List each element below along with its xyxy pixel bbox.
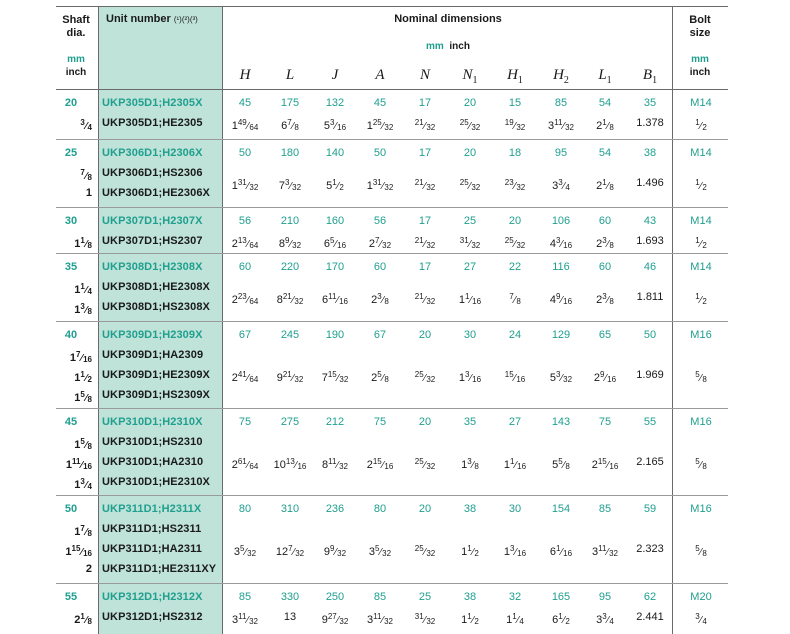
bolt-size-inch: $^5$⁄8 (695, 457, 707, 471)
dim-inch-a: $3^{11}⁄32$ (366, 612, 393, 626)
row-rule (56, 583, 728, 584)
dim-inch-n: $^{25}$⁄32 (414, 457, 436, 471)
dim-inch-b1: 1.693 (636, 235, 664, 247)
dim-inch-b1: 2.323 (636, 543, 664, 555)
unit-number-inch: UKP310D1;HA2310 (102, 456, 204, 468)
dim-inch-h1: $^{25}$⁄32 (504, 236, 526, 250)
dim-inch-h2: $3^3⁄4$ (552, 178, 570, 192)
row-rule (56, 207, 728, 208)
shaft-dia-inch: $1^5⁄8$ (74, 437, 92, 451)
dim-inch-n: $^{21}$⁄32 (414, 236, 436, 250)
dim-mm-j: 140 (325, 147, 345, 159)
dim-mm-b1: 46 (643, 261, 657, 273)
dim-mm-h: 56 (238, 215, 252, 227)
shaft-dia-mm: 50 (64, 503, 78, 515)
dim-mm-h2: 85 (554, 97, 568, 109)
dim-mm-n: 17 (418, 147, 432, 159)
dim-mm-l1: 95 (598, 591, 612, 603)
unit-number-inch: UKP309D1;HE2309X (102, 369, 210, 381)
dim-mm-h2: 116 (552, 261, 570, 273)
dim-inch-h2: $6^1⁄2$ (552, 612, 570, 626)
dim-mm-n1: 20 (463, 97, 477, 109)
unit-number-inch: UKP306D1;HS2306 (102, 167, 203, 179)
dim-mm-b1: 59 (643, 503, 657, 515)
dim-mm-j: 250 (325, 591, 345, 603)
dim-mm-h2: 143 (551, 416, 571, 428)
bolt-size-inch: $^5$⁄8 (695, 370, 707, 384)
dim-mm-h1: 30 (508, 503, 522, 515)
unit-number-inch: UKP310D1;HS2310 (102, 436, 203, 448)
dim-mm-l1: 75 (598, 416, 612, 428)
dim-inch-a: $1^{25}⁄32$ (366, 118, 394, 132)
unit-number-inch: UKP309D1;HS2309X (102, 389, 210, 401)
shaft-dia-inch: $^3$⁄4 (80, 118, 92, 132)
shaft-dia-inch: $1^5⁄8$ (74, 390, 92, 404)
dim-mm-h: 85 (238, 591, 252, 603)
row-rule (56, 6, 728, 7)
bolt-size-inch: $^1$⁄2 (695, 178, 707, 192)
dim-inch-h1: $^7$⁄8 (509, 292, 521, 306)
unit-number-notes: (¹)(²)(³) (173, 15, 198, 24)
dim-inch-n1: $^{25}$⁄32 (459, 178, 481, 192)
unit-number-mm: UKP310D1;H2310X (102, 416, 203, 428)
bolt-size-mm: M14 (690, 261, 712, 273)
dim-inch-h2: $4^3⁄16$ (549, 236, 573, 250)
dim-mm-h1: 18 (508, 147, 522, 159)
dim-mm-n: 25 (418, 591, 432, 603)
row-rule (56, 253, 728, 254)
dim-mm-h: 45 (238, 97, 252, 109)
dim-mm-h2: 129 (551, 329, 571, 341)
dim-inch-j: $9^9⁄32$ (323, 544, 347, 558)
dim-mm-l: 175 (280, 97, 300, 109)
unit-number-mm: UKP308D1;H2308X (102, 261, 203, 273)
shaft-dia-inch: $1^{15}⁄16$ (65, 544, 92, 558)
bolt-size-mm: M20 (690, 591, 712, 603)
bolt-units-inch: inch (689, 67, 711, 78)
dim-mm-l: 210 (280, 215, 300, 227)
dim-mm-l1: 85 (598, 503, 612, 515)
column-symbol-9: $B_1$ (642, 67, 658, 86)
dim-inch-l1: $2^3⁄8$ (596, 292, 614, 306)
dim-mm-h: 67 (238, 329, 252, 341)
dim-inch-n1: $1^3⁄16$ (458, 370, 482, 384)
dim-inch-h1: $1^1⁄4$ (506, 612, 524, 626)
column-symbol-5: $N_1$ (462, 67, 478, 86)
column-symbol-7: $H_2$ (553, 67, 569, 86)
dim-mm-j: 170 (325, 261, 345, 273)
dim-mm-l1: 60 (598, 215, 612, 227)
dim-mm-a: 45 (373, 97, 387, 109)
dim-inch-j: $7^{15}⁄32$ (321, 370, 349, 384)
dim-inch-h: $1^{49}⁄64$ (231, 118, 259, 132)
dim-inch-l: $8^9⁄32$ (278, 236, 302, 250)
bolt-size-mm: M14 (690, 147, 712, 159)
dim-inch-h1: $^{19}$⁄32 (504, 118, 526, 132)
dim-mm-l: 330 (280, 591, 300, 603)
dim-mm-j: 212 (325, 416, 345, 428)
column-symbol-6: $H_1$ (507, 67, 523, 86)
dim-inch-h1: $^{23}$⁄32 (504, 178, 526, 192)
dim-inch-j: $8^{11}⁄32$ (321, 457, 348, 471)
unit-number-inch: UKP306D1;HE2306X (102, 187, 210, 199)
dim-mm-h2: 165 (551, 591, 571, 603)
row-rule (56, 408, 728, 409)
dim-mm-h1: 22 (508, 261, 522, 273)
dim-mm-n1: 35 (463, 416, 477, 428)
row-rule (56, 89, 728, 90)
unit-number-inch: UKP311D1;HS2311 (102, 523, 202, 535)
column-symbol-3: A (375, 67, 385, 83)
dim-inch-b1: 2.165 (636, 456, 664, 468)
dim-mm-h2: 154 (551, 503, 571, 515)
dim-mm-a: 85 (373, 591, 387, 603)
dim-mm-h: 60 (238, 261, 252, 273)
unit-number-mm: UKP305D1;H2305X (102, 97, 203, 109)
column-symbol-0: H (239, 67, 251, 83)
dim-inch-l: $9^{21}⁄32$ (276, 370, 304, 384)
dim-inch-l: 13 (283, 611, 297, 623)
dim-mm-l1: 54 (598, 97, 612, 109)
shaft-dia-title: Shaft dia. (62, 14, 90, 39)
shaft-dia-mm: 35 (64, 261, 78, 273)
dim-mm-j: 160 (325, 215, 345, 227)
dim-mm-h1: 15 (508, 97, 522, 109)
dim-inch-n1: $1^1⁄2$ (461, 612, 479, 626)
dim-inch-a: $2^7⁄32$ (368, 236, 392, 250)
dim-inch-a: $1^{31}⁄32$ (366, 178, 394, 192)
unit-number-mm: UKP311D1;H2311X (102, 503, 202, 515)
shaft-units-mm: mm (67, 54, 85, 65)
nominal-units-inch: inch (449, 41, 470, 52)
dim-mm-n: 20 (418, 416, 432, 428)
dim-mm-h1: 27 (508, 416, 522, 428)
bolt-units-mm: mm (691, 54, 709, 65)
dim-inch-l1: $2^9⁄16$ (593, 370, 617, 384)
shaft-units-inch: inch (65, 67, 87, 78)
shaft-dia-inch: 2 (85, 563, 92, 575)
dim-mm-l: 275 (280, 416, 300, 428)
dim-mm-a: 67 (373, 329, 387, 341)
dim-inch-h: $3^{11}⁄32$ (231, 612, 258, 626)
shaft-dia-inch: $^7$⁄8 (80, 168, 92, 182)
dim-mm-h1: 24 (508, 329, 522, 341)
dim-mm-h: 75 (238, 416, 252, 428)
column-symbol-1: L (285, 67, 295, 83)
unit-number-inch: UKP309D1;HA2309 (102, 349, 204, 361)
bolt-size-inch: $^1$⁄2 (695, 292, 707, 306)
dim-inch-l1: $2^{15}⁄16$ (591, 457, 619, 471)
unit-number-inch: UKP308D1;HE2308X (102, 281, 210, 293)
dim-inch-n1: $1^1⁄2$ (461, 544, 479, 558)
dim-inch-h: $1^{31}⁄32$ (231, 178, 259, 192)
row-rule (56, 495, 728, 496)
dim-inch-a: $3^5⁄32$ (368, 544, 392, 558)
bolt-size-mm: M16 (690, 416, 712, 428)
dim-inch-h: $2^{61}⁄64$ (231, 457, 259, 471)
dim-inch-l: $7^3⁄32$ (278, 178, 302, 192)
dim-inch-l1: $2^1⁄8$ (596, 178, 614, 192)
dim-inch-h1: $^{15}$⁄16 (504, 370, 526, 384)
dim-mm-l1: 54 (598, 147, 612, 159)
shaft-dia-inch: $1^1⁄4$ (74, 282, 92, 296)
shaft-dia-mm: 25 (64, 147, 78, 159)
bolt-size-title: Bolt size (689, 14, 711, 39)
dim-inch-n1: $1^1⁄16$ (458, 292, 482, 306)
dim-inch-h: $2^{23}⁄64$ (231, 292, 259, 306)
dim-mm-b1: 43 (643, 215, 657, 227)
dim-mm-b1: 62 (643, 591, 657, 603)
dim-inch-l: $12^7⁄32$ (275, 544, 305, 558)
dim-mm-l: 245 (280, 329, 300, 341)
dim-mm-h2: 95 (554, 147, 568, 159)
dim-mm-b1: 35 (643, 97, 657, 109)
dim-inch-h2: $3^{11}⁄32$ (547, 118, 574, 132)
unit-number-mm: UKP312D1;H2312X (102, 591, 203, 603)
dim-mm-b1: 50 (643, 329, 657, 341)
unit-number-mm: UKP307D1;H2307X (102, 215, 203, 227)
dim-inch-j: $5^3⁄16$ (323, 118, 347, 132)
column-rule (98, 6, 99, 634)
shaft-dia-mm: 40 (64, 329, 78, 341)
bolt-size-inch: $^1$⁄2 (695, 236, 707, 250)
shaft-dia-inch: $2^1⁄8$ (74, 612, 92, 626)
dim-inch-b1: 2.441 (636, 611, 664, 623)
unit-number-mm: UKP306D1;H2306X (102, 147, 203, 159)
shaft-dia-mm: 30 (64, 215, 78, 227)
dim-mm-n: 20 (418, 329, 432, 341)
dim-mm-a: 56 (373, 215, 387, 227)
dim-mm-b1: 38 (643, 147, 657, 159)
dim-inch-n1: $1^3⁄8$ (461, 457, 479, 471)
dim-mm-n1: 38 (463, 591, 477, 603)
shaft-dia-inch: 1 (85, 187, 92, 199)
dim-mm-h2: 106 (551, 215, 571, 227)
dim-mm-n1: 30 (463, 329, 477, 341)
shaft-dia-inch: $1^1⁄8$ (74, 236, 92, 250)
dim-mm-l: 220 (280, 261, 300, 273)
dim-inch-n: $^{21}$⁄32 (414, 118, 436, 132)
dim-mm-n1: 25 (463, 215, 477, 227)
bolt-size-inch: $^5$⁄8 (695, 544, 707, 558)
dim-inch-n1: $^{25}$⁄32 (459, 118, 481, 132)
dim-inch-l: $8^{21}⁄32$ (276, 292, 304, 306)
dim-inch-h1: $1^3⁄16$ (503, 544, 527, 558)
dim-mm-n1: 20 (463, 147, 477, 159)
nominal-units-mm: mm (426, 41, 444, 52)
dim-inch-h2: $6^1⁄16$ (549, 544, 573, 558)
bolt-size-mm: M16 (690, 503, 712, 515)
unit-number-inch: UKP308D1;HS2308X (102, 301, 210, 313)
dim-mm-n1: 38 (463, 503, 477, 515)
shaft-dia-inch: $1^3⁄4$ (74, 477, 92, 491)
column-symbol-2: J (331, 67, 339, 83)
dim-mm-h1: 20 (508, 215, 522, 227)
column-symbol-4: N (419, 67, 430, 83)
unit-number-inch: UKP305D1;HE2305 (102, 117, 203, 129)
shaft-dia-inch: $1^7⁄16$ (69, 350, 92, 364)
dim-inch-a: $2^{15}⁄16$ (366, 457, 394, 471)
dim-inch-h2: $4^9⁄16$ (549, 292, 573, 306)
nominal-dimensions-title: Nominal dimensions (394, 13, 502, 25)
dim-mm-a: 80 (373, 503, 387, 515)
dim-inch-h: $2^{13}⁄64$ (231, 236, 259, 250)
dim-inch-b1: 1.811 (636, 291, 664, 303)
unit-number-mm: UKP309D1;H2309X (102, 329, 203, 341)
unit-number-inch: UKP310D1;HE2310X (102, 476, 210, 488)
dim-mm-l: 310 (280, 503, 300, 515)
dim-inch-j: $6^{11}⁄16$ (321, 292, 348, 306)
dim-inch-b1: 1.496 (636, 177, 664, 189)
bolt-size-inch: $^3$⁄4 (695, 612, 707, 626)
dim-mm-n: 17 (418, 97, 432, 109)
unit-number-title: Unit number (106, 13, 171, 25)
dim-inch-n: $^{21}$⁄32 (414, 178, 436, 192)
shaft-dia-mm: 20 (64, 97, 78, 109)
dim-inch-l1: $3^{11}⁄32$ (591, 544, 618, 558)
dim-mm-j: 190 (325, 329, 345, 341)
dim-inch-h: $2^{41}⁄64$ (231, 370, 259, 384)
dim-mm-h: 50 (238, 147, 252, 159)
dim-mm-j: 236 (325, 503, 345, 515)
dim-mm-n: 17 (418, 215, 432, 227)
shaft-dia-inch: $1^7⁄8$ (74, 524, 92, 538)
shaft-dia-header (56, 14, 96, 40)
bolt-size-header (672, 14, 728, 40)
dim-inch-h1: $1^1⁄16$ (503, 457, 527, 471)
dim-inch-h2: $5^5⁄8$ (552, 457, 570, 471)
dim-mm-n: 17 (418, 261, 432, 273)
column-symbol-8: $L_1$ (598, 67, 612, 86)
dim-mm-l1: 60 (598, 261, 612, 273)
dim-mm-a: 50 (373, 147, 387, 159)
dim-mm-a: 75 (373, 416, 387, 428)
dim-inch-a: $2^3⁄8$ (371, 292, 389, 306)
shaft-dia-inch: $1^{11}⁄16$ (65, 457, 92, 471)
dim-inch-n: $^{31}$⁄32 (414, 612, 436, 626)
shaft-dia-mm: 45 (64, 416, 78, 428)
dim-mm-a: 60 (373, 261, 387, 273)
unit-number-inch: UKP311D1;HA2311 (102, 543, 202, 555)
dim-inch-n: $^{25}$⁄32 (414, 544, 436, 558)
dim-mm-j: 132 (325, 97, 345, 109)
dim-inch-b1: 1.969 (636, 369, 664, 381)
dim-inch-l: $6^7⁄8$ (281, 118, 299, 132)
dim-inch-b1: 1.378 (636, 117, 664, 129)
row-rule (56, 321, 728, 322)
unit-number-header (100, 13, 222, 26)
dim-inch-n1: $^{31}$⁄32 (459, 236, 481, 250)
nominal-units (224, 41, 672, 53)
shaft-dia-inch: $1^1⁄2$ (74, 370, 92, 384)
bolt-size-inch: $^1$⁄2 (695, 118, 707, 132)
dim-inch-n: $^{21}$⁄32 (414, 292, 436, 306)
dim-inch-j: $6^5⁄16$ (323, 236, 347, 250)
dim-inch-h: $3^5⁄32$ (233, 544, 257, 558)
dim-inch-h2: $5^3⁄32$ (549, 370, 573, 384)
dim-mm-l1: 65 (598, 329, 612, 341)
dim-mm-b1: 55 (643, 416, 657, 428)
shaft-dia-inch: $1^3⁄8$ (74, 302, 92, 316)
bolt-size-mm: M14 (690, 215, 712, 227)
dim-inch-l1: $2^3⁄8$ (596, 236, 614, 250)
bolt-size-mm: M16 (690, 329, 712, 341)
dim-mm-n: 20 (418, 503, 432, 515)
unit-number-inch: UKP312D1;HS2312 (102, 611, 203, 623)
dim-inch-a: $2^5⁄8$ (371, 370, 389, 384)
bolt-size-mm: M14 (690, 97, 712, 109)
shaft-dia-mm: 55 (64, 591, 78, 603)
dim-mm-n1: 27 (463, 261, 477, 273)
dim-mm-l: 180 (280, 147, 300, 159)
dim-inch-l: $10^{13}⁄16$ (273, 457, 307, 471)
unit-number-inch: UKP307D1;HS2307 (102, 235, 203, 247)
dim-inch-j: $9^{27}⁄32$ (321, 612, 349, 626)
row-rule (56, 139, 728, 140)
dim-mm-h1: 32 (508, 591, 522, 603)
dim-inch-j: $5^1⁄2$ (326, 178, 344, 192)
unit-number-inch: UKP311D1;HE2311XY (102, 563, 217, 575)
dim-inch-l1: $2^1⁄8$ (596, 118, 614, 132)
dim-inch-l1: $3^3⁄4$ (596, 612, 614, 626)
dim-mm-h: 80 (238, 503, 252, 515)
dim-inch-n: $^{25}$⁄32 (414, 370, 436, 384)
